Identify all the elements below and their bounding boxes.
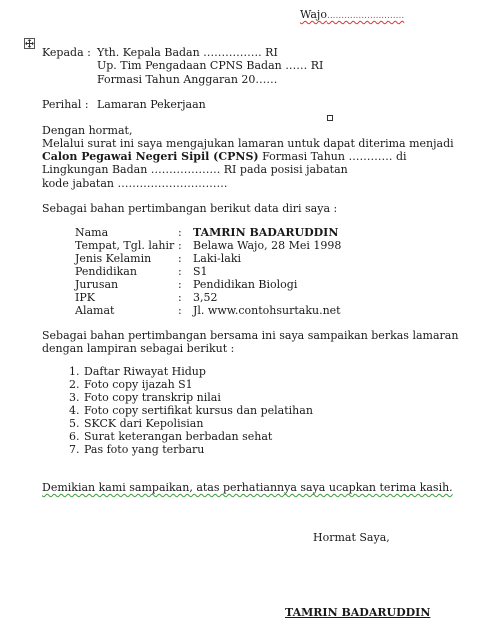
signer-name: TAMRIN BADARUDDIN (285, 606, 431, 619)
subject-label: Perihal : (42, 98, 89, 111)
colon: : (178, 226, 182, 239)
colon: : (178, 304, 182, 317)
list-item: 5. SKCK dari Kepolisian (69, 417, 204, 430)
closing-sentence: Demikian kami sampaikan, atas perhatiannya saya ucapkan terima kasih. (42, 481, 453, 494)
paragraph-1-line-4: kode jabatan ………………………… (42, 177, 228, 190)
value-ipk: 3,52 (193, 291, 218, 304)
list-item: 7. Pas foto yang terbaru (69, 443, 205, 456)
value-nama: TAMRIN BADARUDDIN (193, 226, 339, 239)
city: Wajo (300, 8, 327, 21)
resize-handle-icon[interactable] (327, 115, 333, 121)
value-jurusan: Pendidikan Biologi (193, 278, 298, 291)
label-alamat: Alamat (75, 304, 115, 317)
cpns-bold: Calon Pegawai Negeri Sipil (CPNS) (42, 150, 259, 163)
label-ttl: Tempat, Tgl. lahir (75, 239, 175, 252)
paragraph-1-line-2 (42, 150, 407, 163)
value-pendidikan: S1 (193, 265, 208, 278)
colon: : (178, 291, 182, 304)
label-pendidikan: Pendidikan (75, 265, 137, 278)
list-item: 1. Daftar Riwayat Hidup (69, 365, 206, 378)
colon: : (178, 252, 182, 265)
recipient-line3: Formasi Tahun Anggaran 20…… (97, 73, 278, 86)
colon: : (178, 278, 182, 291)
label-nama: Nama (75, 226, 109, 239)
label-gender: Jenis Kelamin (75, 252, 152, 265)
attachments-intro-line-1: Sebagai bahan pertimbangan bersama ini saya sampaikan berkas lamaran (42, 329, 459, 342)
recipient-line1: Yth. Kepala Badan ……………. RI (97, 46, 278, 59)
place-date (300, 8, 404, 23)
recipient-line2: Up. Tim Pengadaan CPNS Badan …… RI (97, 59, 324, 72)
paragraph-1-line-1: Melalui surat ini saya mengajukan lamaran untuk dapat diterima menjadi (42, 137, 454, 150)
formasi-text: Formasi Tahun ………… di (258, 150, 407, 163)
date-dots: ........................... (326, 11, 405, 21)
label-ipk: IPK (75, 291, 95, 304)
attachments-list (69, 365, 313, 456)
list-item: 6. Surat keterangan berbadan sehat (69, 430, 273, 443)
list-item: 2. Foto copy ijazah S1 (69, 378, 193, 391)
greeting: Dengan hormat, (42, 124, 133, 137)
recipient-label: Kepada : (42, 46, 91, 59)
subject-value: Lamaran Pekerjaan (97, 98, 206, 111)
attachments-intro-line-2: dengan lampiran sebagai berikut : (42, 342, 235, 355)
paragraph-1-line-3: Lingkungan Badan ………………. RI pada posisi jabatan (42, 163, 348, 176)
colon: : (178, 265, 182, 278)
colon: : (178, 239, 182, 252)
label-jurusan: Jurusan (75, 278, 119, 291)
move-anchor-icon[interactable] (24, 38, 35, 49)
value-gender: Laki-laki (193, 252, 242, 265)
salutation: Hormat Saya, (313, 531, 390, 544)
value-ttl: Belawa Wajo, 28 Mei 1998 (193, 239, 342, 252)
value-alamat: Jl. www.contohsurtaku.net (193, 304, 341, 317)
paragraph-2: Sebagai bahan pertimbangan berikut data diri saya : (42, 202, 338, 215)
list-item: 3. Foto copy transkrip nilai (69, 391, 221, 404)
list-item: 4. Foto copy sertifikat kursus dan pelatihan (69, 404, 313, 417)
